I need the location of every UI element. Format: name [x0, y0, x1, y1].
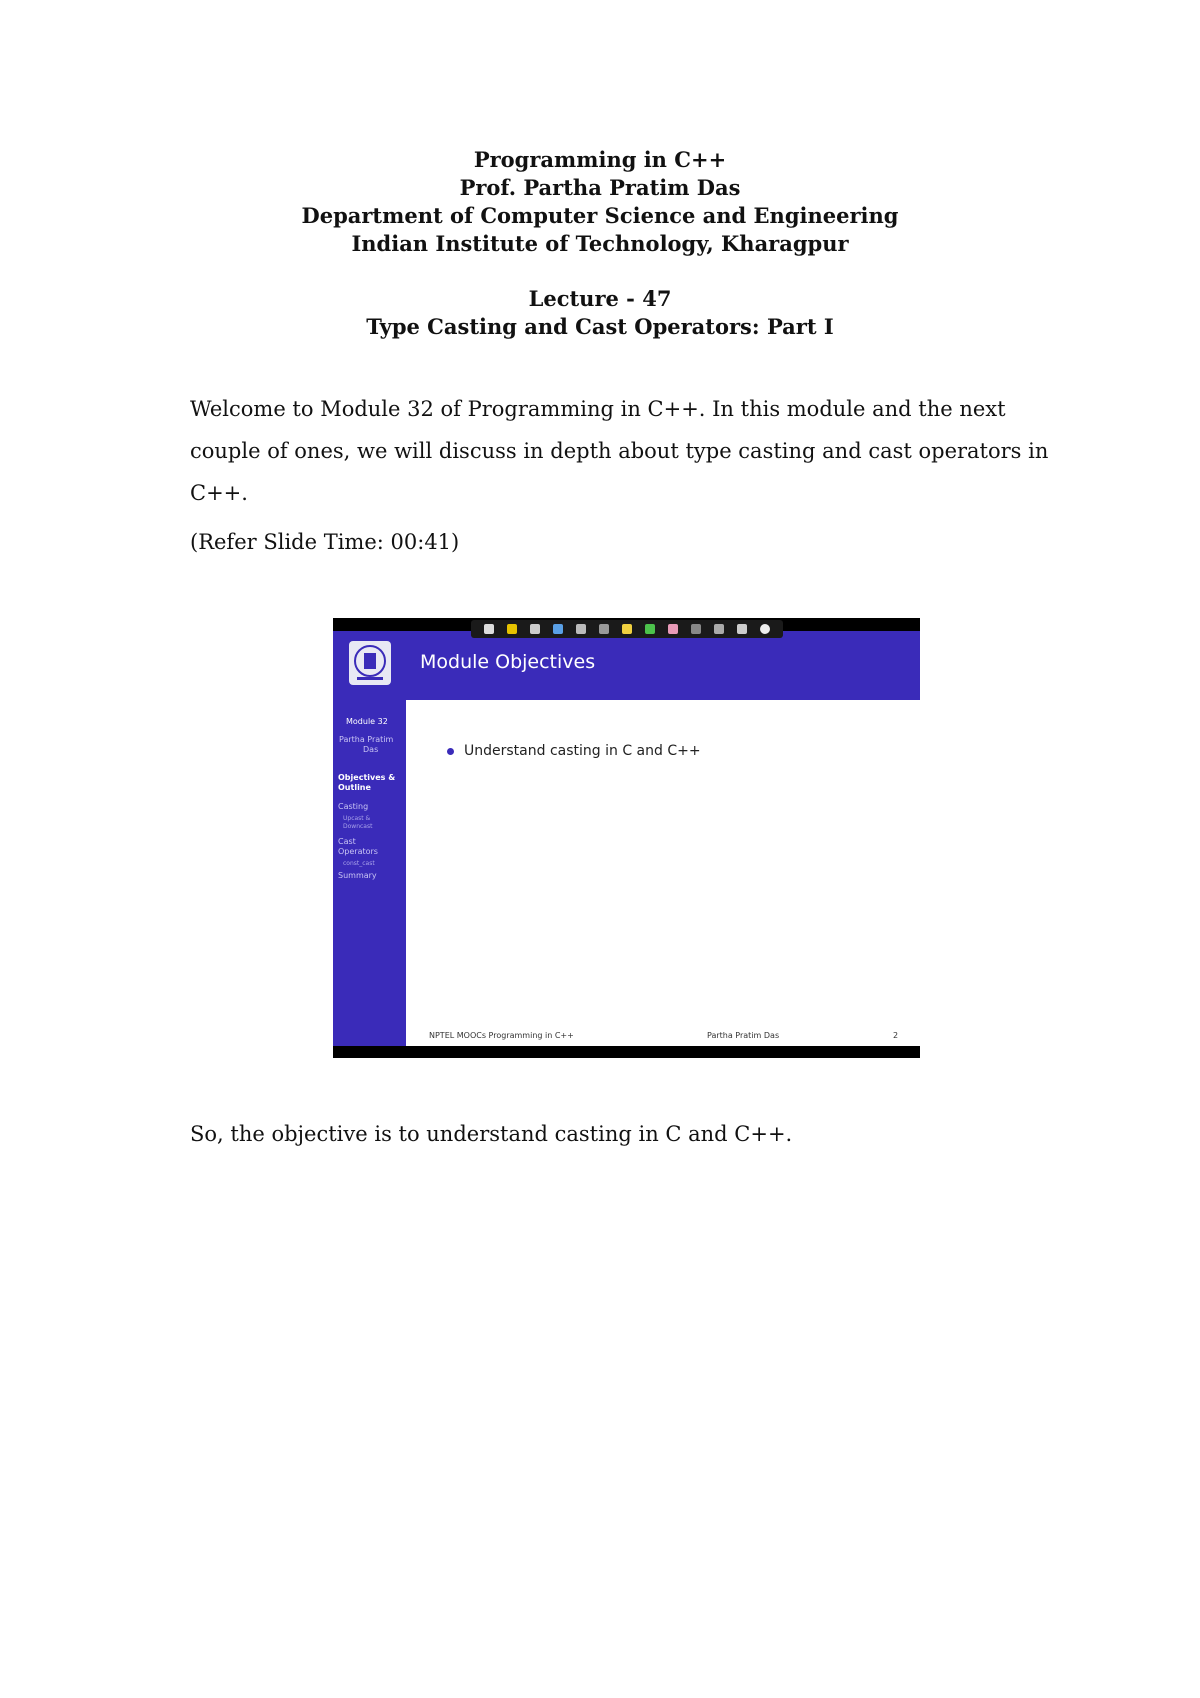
institute-name: Indian Institute of Technology, Kharagpur — [351, 231, 849, 256]
department-name: Department of Computer Science and Engineering — [301, 203, 899, 228]
sidebar-cast-ops-line2: Operators — [338, 847, 378, 856]
sidebar-author-line1: Partha Pratim — [339, 735, 394, 744]
sidebar-summary: Summary — [338, 871, 377, 880]
embedded-slide — [333, 618, 920, 1058]
slide-titlebar — [406, 631, 920, 700]
lecture-number: Lecture - 47 — [528, 286, 672, 311]
cursor-icon — [576, 624, 586, 634]
pointer-icon — [484, 624, 494, 634]
sidebar-casting: Casting — [338, 802, 369, 811]
slide-title: Module Objectives — [420, 651, 596, 673]
document-header — [0, 146, 1200, 341]
slide-content — [333, 631, 920, 1046]
slide-page-number: 2 — [893, 1031, 899, 1040]
slide-footer-center: Partha Pratim Das — [707, 1031, 780, 1040]
sidebar-objectives-line1: Objectives & — [338, 773, 396, 782]
professor-name: Prof. Partha Pratim Das — [459, 175, 741, 200]
fill-icon — [714, 624, 724, 634]
highlighter-icon — [622, 624, 632, 634]
intro-paragraph: Welcome to Module 32 of Programming in C++. In this module and the next couple of ones, we will discuss in depth about type casting and cast operators in C++. — [190, 397, 1049, 505]
slide-bullet-text: Understand casting in C and C++ — [464, 743, 701, 759]
lecture-topic: Type Casting and Cast Operators: Part I — [366, 314, 834, 339]
sidebar-author-line2: Das — [363, 745, 379, 754]
refer-slide-time: (Refer Slide Time: 00:41) — [190, 530, 460, 554]
slide-bullet — [447, 743, 701, 759]
eraser-icon — [668, 624, 678, 634]
page-icon — [530, 624, 540, 634]
sidebar-upcast-line1: Upcast & — [343, 815, 371, 822]
screen-icon — [599, 624, 609, 634]
dot-icon — [691, 624, 701, 634]
annotation-toolbar — [471, 620, 783, 638]
close-icon — [760, 624, 770, 634]
sidebar-module: Module 32 — [346, 717, 388, 726]
arrow-icon — [553, 624, 563, 634]
marker-icon — [645, 624, 655, 634]
sidebar-const-cast: const_cast — [343, 860, 375, 867]
bullet-icon — [447, 748, 454, 755]
keyboard-icon — [737, 624, 747, 634]
objective-paragraph: So, the objective is to understand casting in C and C++. — [190, 1122, 793, 1146]
slide-sidebar — [333, 631, 406, 1046]
sidebar-cast-ops-line1: Cast — [338, 837, 356, 846]
iit-logo-icon — [349, 641, 391, 685]
course-title: Programming in C++ — [473, 147, 727, 172]
sidebar-upcast-line2: Downcast — [343, 823, 373, 830]
sidebar-objectives-line2: Outline — [338, 783, 371, 792]
slide-footer-left: NPTEL MOOCs Programming in C++ — [429, 1031, 574, 1040]
pen-icon — [507, 624, 517, 634]
